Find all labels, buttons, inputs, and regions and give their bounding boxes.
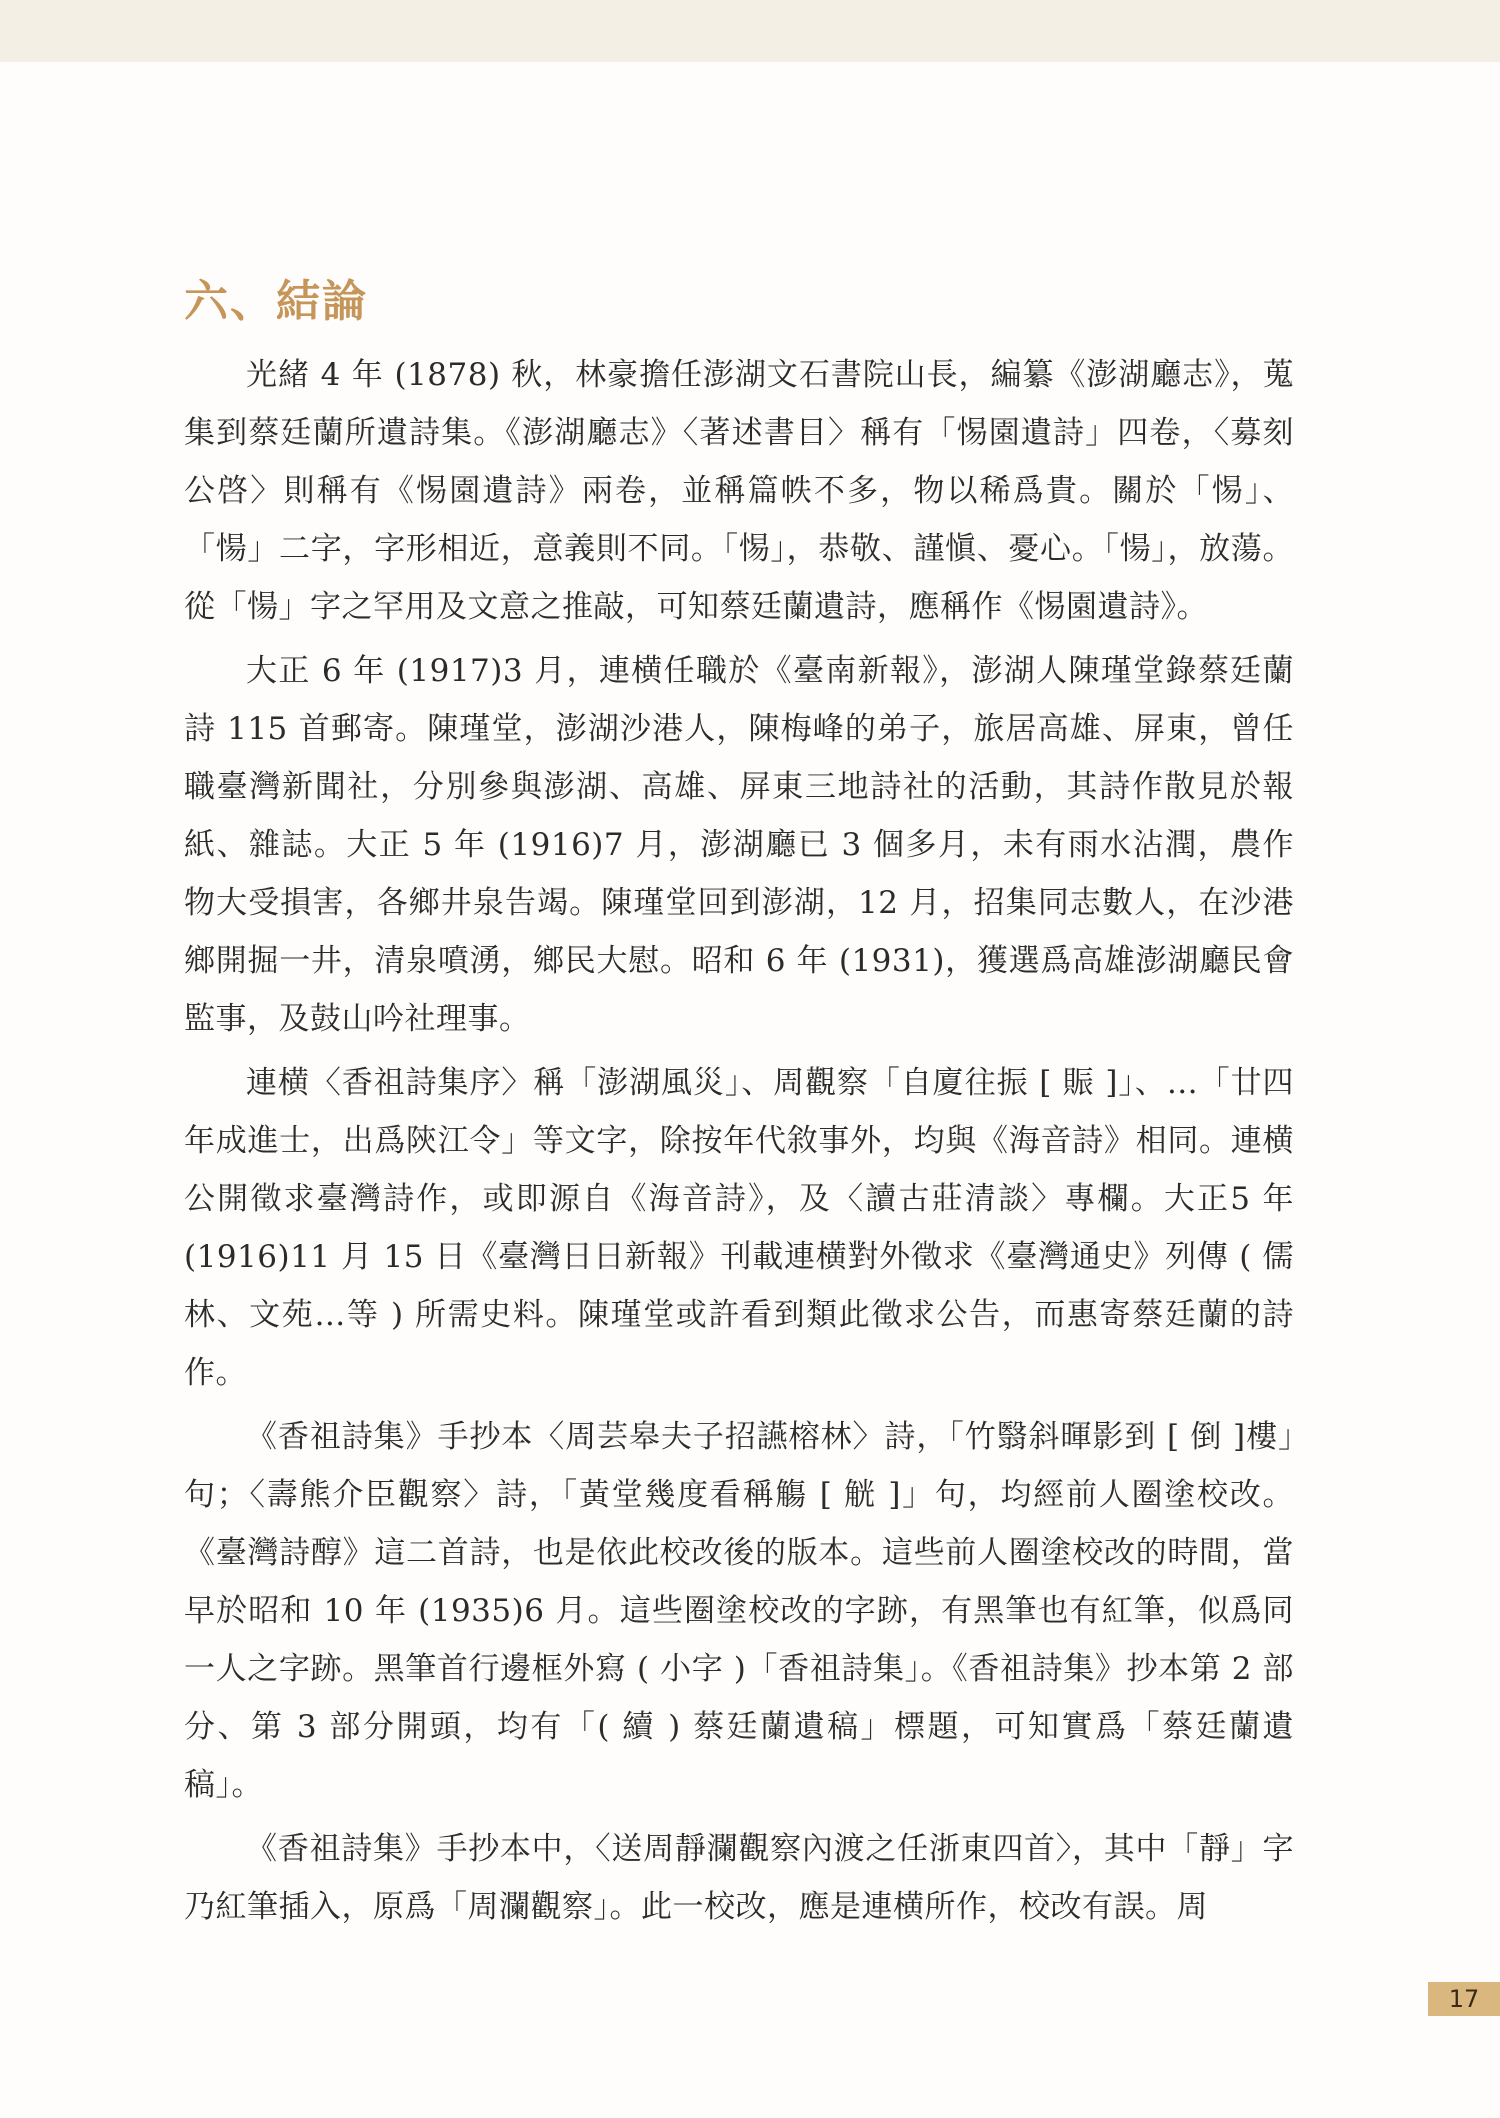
page-body xyxy=(184,270,1294,1942)
paragraph-4: 《香祖詩集》手抄本〈周芸皋夫子招讌榕林〉詩，「竹翳斜暉影到 [ 倒 ]樓」句；〈壽熊介臣觀察〉詩，「黃堂幾度看稱觴 [ 觥 ]」句，均經前人圈塗校改。《臺灣詩醇》這二首詩，也是依此校改後的版本。這些前人圈塗校改的時間，當早於昭和 10 年 (1935)6 月。這些圈塗校改的字跡，有黑筆也有紅筆，似爲同一人之字跡。黑筆首行邊框外寫 ( 小字 )「香祖詩集」。《香祖詩集》抄本第 2 部分、第 3 部分開頭，均有「( 續 ) 蔡廷蘭遺稿」標題，可知實爲「蔡廷蘭遺稿」。 xyxy=(184,1419,1294,1803)
page-top-band xyxy=(0,0,1500,62)
paragraph-3: 連横〈香祖詩集序〉稱「澎湖風災」、周觀察「自廈往振 [ 賑 ]」、…「廿四年成進士，出爲陝江令」等文字，除按年代敘事外，均與《海音詩》相同。連横公開徵求臺灣詩作，或即源自《海音詩》，及〈讀古莊清談〉專欄。大正5 年 (1916)11 月 15 日《臺灣日日新報》刊載連横對外徵求《臺灣通史》列傳 ( 儒林、文苑…等 ) 所需史料。陳瑾堂或許看到類此徵求公告，而惠寄蔡廷蘭的詩作。 xyxy=(184,1065,1294,1391)
section-heading: 六、結論 xyxy=(184,276,368,327)
paragraph-1: 光緒 4 年 (1878) 秋，林豪擔任澎湖文石書院山長，編纂《澎湖廳志》，蒐集到蔡廷蘭所遺詩集。《澎湖廳志》〈著述書目〉稱有「惕園遺詩」四卷，〈募刻公啓〉則稱有《惕園遺詩》兩卷，並稱篇帙不多，物以稀爲貴。關於「惕」、「愓」二字，字形相近，意義則不同。「惕」，恭敬、謹愼、憂心。「愓」，放蕩。從「愓」字之罕用及文意之推敲，可知蔡廷蘭遺詩，應稱作《惕園遺詩》。 xyxy=(184,357,1294,625)
paragraph-2: 大正 6 年 (1917)3 月，連横任職於《臺南新報》，澎湖人陳瑾堂錄蔡廷蘭詩 115 首郵寄。陳瑾堂，澎湖沙港人，陳梅峰的弟子，旅居高雄、屏東，曾任職臺灣新聞社，分別參與澎湖、高雄、屏東三地詩社的活動，其詩作散見於報紙、雜誌。大正 5 年 (1916)7 月，澎湖廳已 3 個多月，未有雨水沾潤，農作物大受損害，各鄉井泉告竭。陳瑾堂回到澎湖，12 月，招集同志數人，在沙港鄉開掘一井，清泉噴湧，鄉民大慰。昭和 6 年 (1931)，獲選爲高雄澎湖廳民會監事，及鼓山吟社理事。 xyxy=(184,653,1294,1037)
page-number: 17 xyxy=(1428,1982,1500,2016)
paragraph-5: 《香祖詩集》手抄本中，〈送周靜瀾觀察內渡之任浙東四首〉，其中「靜」字乃紅筆插入，原爲「周瀾觀察」。此一校改，應是連横所作，校改有誤。周 xyxy=(184,1831,1294,1925)
